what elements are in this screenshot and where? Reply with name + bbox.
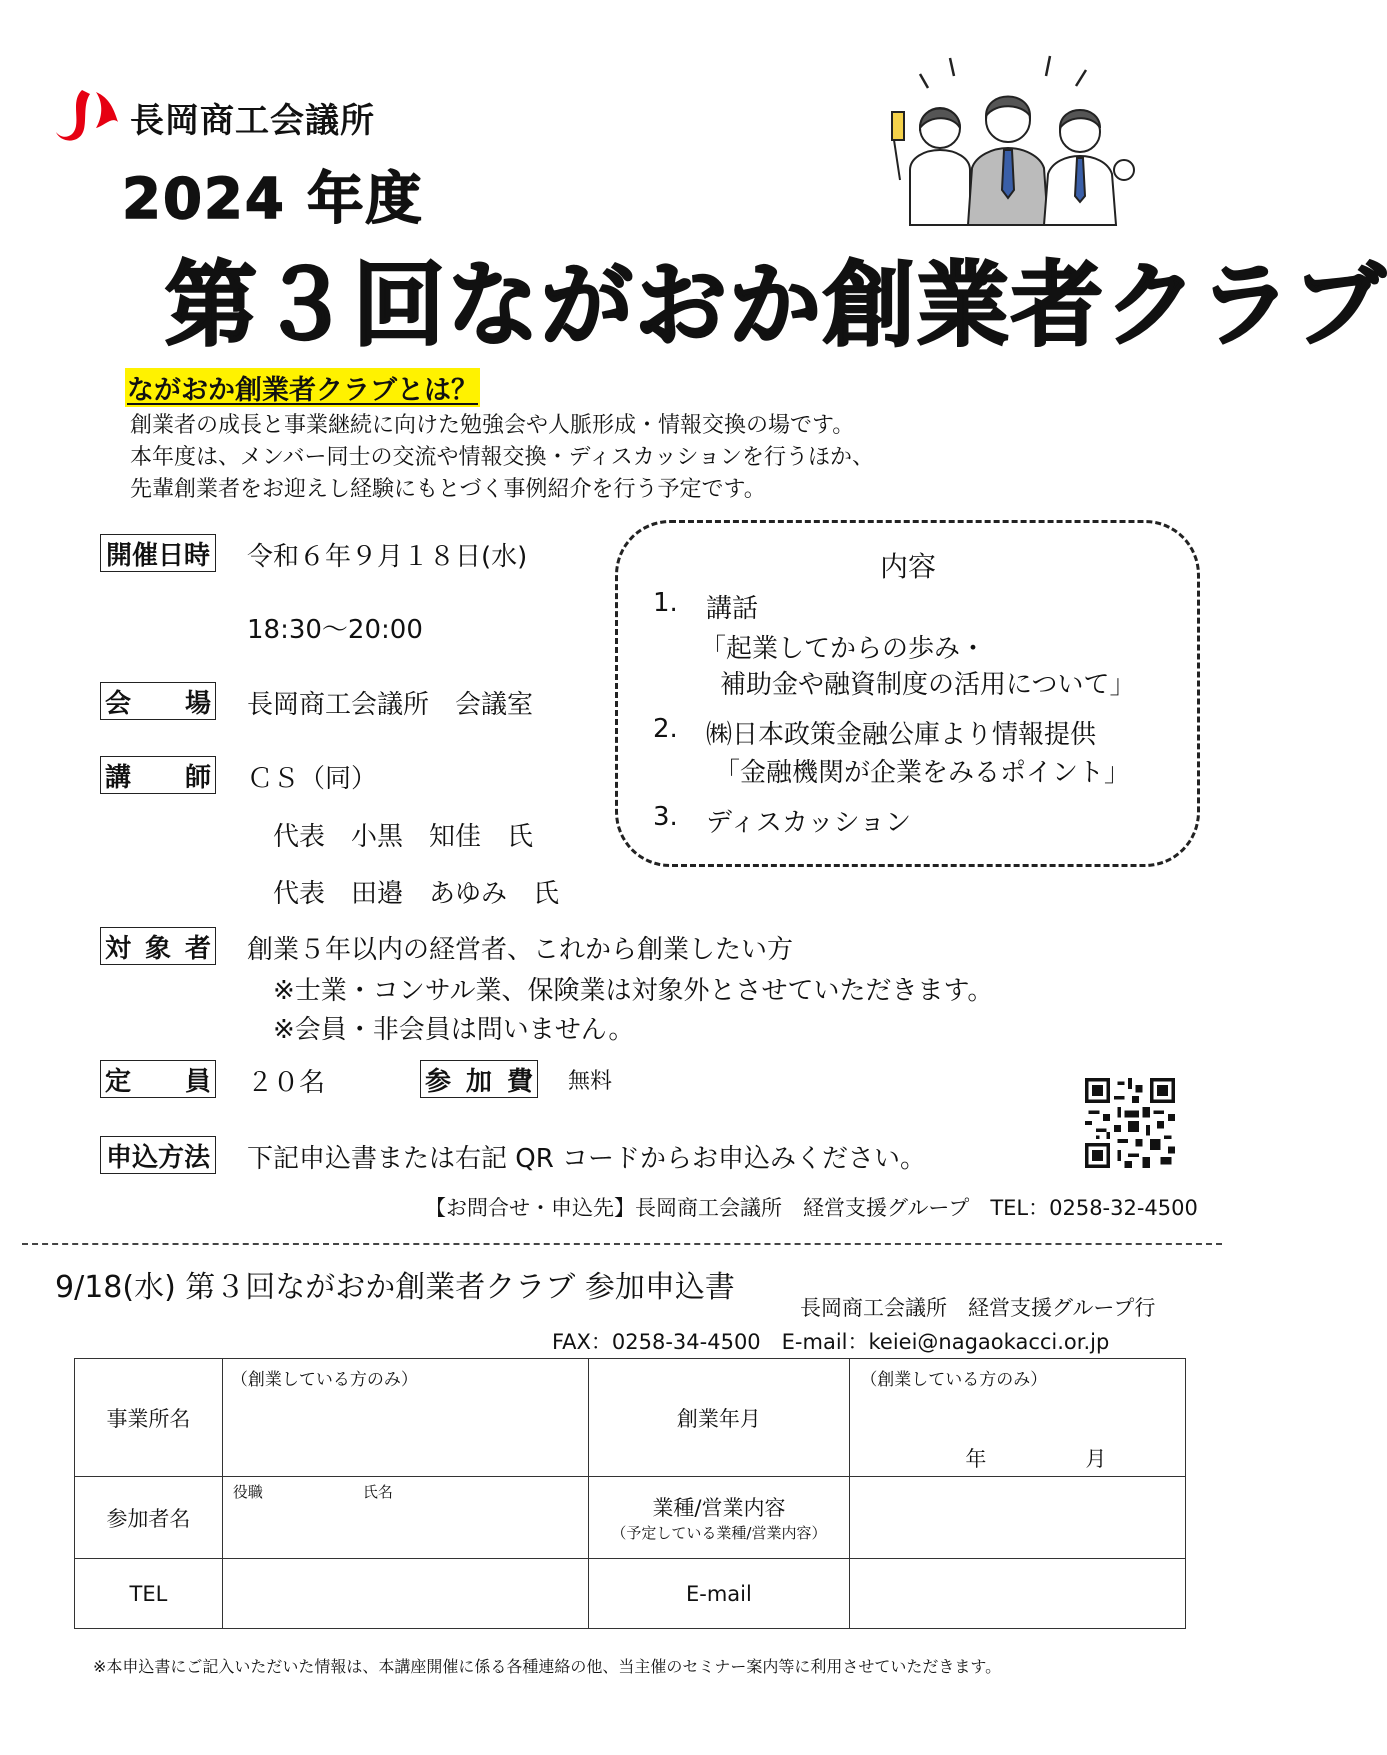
content-item-number: 2. <box>653 714 678 744</box>
content-item-number: 1. <box>653 588 678 618</box>
industry-field[interactable] <box>850 1477 1186 1559</box>
founding-field[interactable] <box>850 1359 1186 1477</box>
content-item-sub: 「起業してからの歩み・ <box>700 634 987 664</box>
target-note: ※会員・非会員は問いません。 <box>273 1015 635 1045</box>
intro-line: 本年度は、メンバー同士の交流や情報交換・ディスカッションを行うほか、 <box>130 445 875 470</box>
speaker-2: 代表 田邉 あゆみ 氏 <box>273 879 560 909</box>
form-contact: FAX：0258-34-4500 E-mail：keiei@nagaokacci.or.jp <box>552 1330 1110 1354</box>
footnote: ※本申込書にご記入いただいた情報は、本講座開催に係る各種連絡の他、当主催のセミナー案内等に利用させていただきます。 <box>93 1657 1002 1676</box>
name-hint: 氏名 <box>362 1483 393 1501</box>
fee-label: 参 加 費 <box>420 1060 538 1098</box>
capacity-value: ２０名 <box>247 1068 326 1098</box>
chamber-logo <box>52 86 122 146</box>
content-item-title: ディスカッション <box>706 808 912 838</box>
tel-field[interactable] <box>222 1559 588 1629</box>
content-item-title: 講話 <box>706 594 759 624</box>
target-value: 創業５年以内の経営者、これから創業したい方 <box>247 935 794 965</box>
participant-label: 参加者名 <box>75 1477 223 1559</box>
content-item-title: ㈱日本政策金融公庫より情報提供 <box>706 720 1097 750</box>
content-item-sub: 補助金や融資制度の活用について」 <box>720 670 1136 700</box>
founding-hint: （創業している方のみ） <box>860 1370 1048 1390</box>
email-label: E-mail <box>588 1559 850 1629</box>
content-item-number: 3. <box>653 802 678 832</box>
fee-value: 無料 <box>568 1069 613 1094</box>
venue-label: 会 場 <box>100 682 216 720</box>
qr-code[interactable] <box>1085 1078 1175 1168</box>
cut-line <box>22 1243 1222 1245</box>
business-name-field[interactable] <box>222 1359 588 1477</box>
cheering-people-illustration <box>880 50 1140 225</box>
founding-label: 創業年月 <box>588 1359 850 1477</box>
intro-line: 先輩創業者をお迎えし経験にもとづく事例紹介を行う予定です。 <box>130 477 766 502</box>
contact-line: 【お問合せ・申込先】長岡商工会議所 経営支援グループ TEL：0258-32-4500 <box>425 1196 1198 1220</box>
intro-line: 創業者の成長と事業継続に向けた勉強会や人脈形成・情報交換の場です。 <box>130 413 855 438</box>
industry-hint: （予定している業種/営業内容） <box>611 1524 827 1542</box>
date-label: 開催日時 <box>100 534 216 572</box>
industry-label-cell <box>588 1477 850 1559</box>
org-name: 長岡商工会議所 <box>130 101 375 141</box>
time-value: 18:30～20:00 <box>247 615 423 645</box>
business-name-label: 事業所名 <box>75 1359 223 1477</box>
participant-field[interactable] <box>222 1477 588 1559</box>
business-name-hint: （創業している方のみ） <box>230 1370 418 1390</box>
target-note: ※士業・コンサル業、保険業は対象外とさせていただきます。 <box>273 976 994 1006</box>
venue-value: 長岡商工会議所 会議室 <box>247 690 534 720</box>
month-unit: 月 <box>1085 1447 1107 1471</box>
form-title: 9/18(水) 第３回ながおか創業者クラブ 参加申込書 <box>55 1270 735 1305</box>
speaker-label: 講 師 <box>100 756 216 794</box>
content-title: 内容 <box>880 550 937 583</box>
capacity-label: 定 員 <box>100 1060 216 1098</box>
content-item-sub: 「金融機関が企業をみるポイント」 <box>714 758 1131 788</box>
main-title: 第３回ながおか創業者クラブ <box>165 252 1387 359</box>
intro-heading: ながおか創業者クラブとは？ <box>125 368 480 407</box>
date-value: 令和６年９月１８日(水) <box>247 542 528 572</box>
tel-label: TEL <box>75 1559 223 1629</box>
industry-label: 業種/営業内容 <box>652 1496 786 1520</box>
position-hint: 役職 <box>232 1483 263 1501</box>
application-form-table <box>74 1358 1186 1629</box>
speaker-1: 代表 小黒 知佳 氏 <box>273 822 534 852</box>
speaker-company: ＣＳ（同） <box>247 764 378 794</box>
target-label: 対 象 者 <box>100 927 216 965</box>
year-title: 2024 年度 <box>122 167 424 232</box>
apply-label: 申込方法 <box>100 1136 216 1174</box>
year-unit: 年 <box>965 1447 987 1471</box>
apply-value: 下記申込書または右記 QR コードからお申込みください。 <box>247 1144 927 1174</box>
form-recipient: 長岡商工会議所 経営支援グループ行 <box>800 1296 1156 1320</box>
email-field[interactable] <box>850 1559 1186 1629</box>
